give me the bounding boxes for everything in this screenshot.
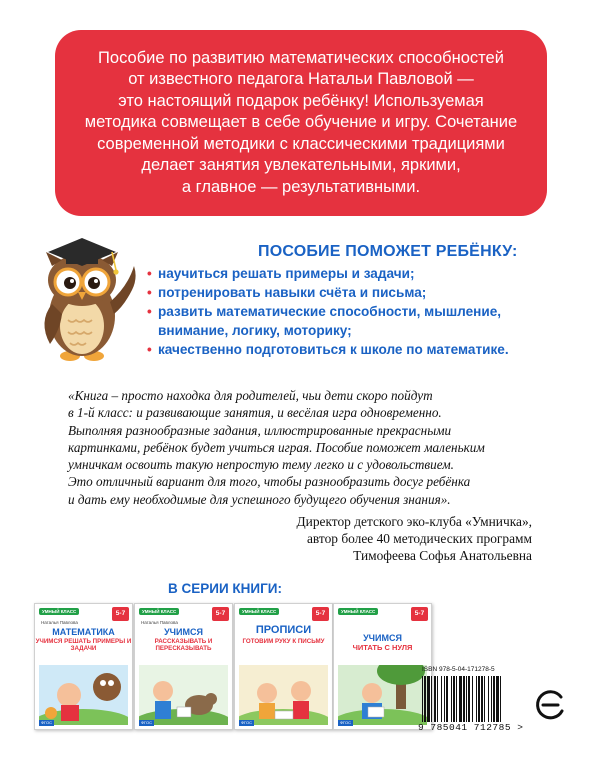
publisher-logo-icon — [534, 689, 566, 721]
series-badge: УМНЫЙ КЛАСС — [39, 608, 79, 615]
book-cover-reading — [333, 603, 432, 730]
helps-list — [147, 264, 509, 359]
book-author: Наталья Павлова — [41, 620, 78, 625]
list-item-continued: внимание, логику, моторику; — [158, 323, 352, 338]
isbn-label: ISBN 978-5-04-171278-5 — [422, 666, 495, 673]
book-title: УЧИМСЯ — [164, 627, 203, 637]
book-illustration — [338, 665, 427, 725]
bullet-icon: • — [147, 304, 152, 319]
age-badge: 5-7 — [411, 607, 428, 621]
signature-line: Директор детского эко-клуба «Умничка», — [296, 514, 532, 529]
signature-line: Тимофеева Софья Анатольевна — [353, 548, 532, 563]
intro-panel — [55, 30, 547, 216]
series-badge: УМНЫЙ КЛАСС — [139, 608, 179, 615]
age-badge: 5-7 — [312, 607, 329, 621]
quote-block — [68, 387, 530, 508]
list-item: • качественно подготовиться к школе по математике. — [147, 342, 509, 357]
quote-line: картинками, ребёнок будет учиться играя. Пособие поможет маленьким — [68, 439, 485, 455]
book-cover-retelling — [134, 603, 233, 730]
helps-title: ПОСОБИЕ ПОМОЖЕТ РЕБЁНКУ: — [258, 243, 518, 260]
age-badge: 5-7 — [212, 607, 229, 621]
book-subtitle: РАССКАЗЫВАТЬ И ПЕРЕСКАЗЫВАТЬ — [154, 638, 213, 652]
intro-line: делает занятия увлекательными, яркими, — [141, 156, 461, 175]
list-item: • развить математические способности, мышление, — [147, 304, 502, 319]
book-illustration — [239, 665, 328, 725]
book-subtitle: УЧИМСЯ РЕШАТЬ ПРИМЕРЫ И ЗАДАЧИ — [35, 638, 132, 652]
intro-line: методика совмещает в себе обучение и игру. Сочетание — [84, 113, 518, 132]
series-badge: УМНЫЙ КЛАСС — [239, 608, 279, 615]
quote-line: и дать ему необходимые для успешного будущего обучения знания». — [68, 491, 451, 507]
book-title: УЧИМСЯ — [363, 633, 402, 643]
intro-line: а главное — результативными. — [181, 177, 421, 196]
book-illustration — [139, 665, 228, 725]
book-author: Наталья Павлова — [141, 620, 178, 625]
book-subtitle: ЧИТАТЬ С НУЛЯ — [352, 643, 413, 652]
fgos-label: ФГОС — [141, 720, 152, 725]
list-item: • потренировать навыки счёта и письма; — [147, 285, 427, 300]
fgos-label: ФГОС — [241, 720, 252, 725]
intro-line: Пособие по развитию математических способностей — [98, 48, 504, 67]
quote-line: Выполняя разнообразные задания, иллюстрированные прекрасными — [68, 422, 452, 438]
bullet-icon: • — [147, 285, 152, 300]
intro-line: от известного педагога Натальи Павловой — — [128, 70, 474, 89]
owl-illustration — [28, 232, 140, 362]
bullet-icon: • — [147, 266, 152, 281]
quote-signature — [297, 513, 532, 564]
quote-line: умничкам освоить такую непростую тему легко и с удовольствием. — [68, 457, 454, 473]
intro-line: современной методики с классическими традициями — [97, 134, 505, 153]
intro-line: это настоящий подарок ребёнку! Используемая — [118, 91, 484, 110]
fgos-label: ФГОС — [340, 720, 351, 725]
quote-line: в 1-й класс: и развивающие занятия, и весёлая игра одновременно. — [68, 405, 442, 421]
barcode — [420, 676, 528, 722]
book-illustration — [39, 665, 128, 725]
series-badge: УМНЫЙ КЛАСС — [338, 608, 378, 615]
book-cover-propisi — [234, 603, 333, 730]
book-cover-math — [34, 603, 133, 730]
list-item: • научиться решать примеры и задачи; — [147, 266, 415, 281]
book-subtitle: ГОТОВИМ РУКУ К ПИСЬМУ — [242, 638, 325, 645]
quote-line: «Книга – просто находка для родителей, чьи дети скоро пойдут — [68, 388, 433, 403]
barcode-number: 9 785041 712785 > — [418, 722, 524, 733]
age-badge: 5-7 — [112, 607, 129, 621]
quote-line: Это отличный вариант для того, чтобы разнообразить досуг ребёнка — [68, 474, 471, 490]
book-title: МАТЕМАТИКА — [52, 627, 115, 637]
series-title: В СЕРИИ КНИГИ: — [168, 581, 282, 596]
book-title: ПРОПИСИ — [255, 624, 312, 636]
fgos-label: ФГОС — [41, 720, 52, 725]
signature-line: автор более 40 методических программ — [306, 531, 532, 546]
bullet-icon: • — [147, 342, 152, 357]
